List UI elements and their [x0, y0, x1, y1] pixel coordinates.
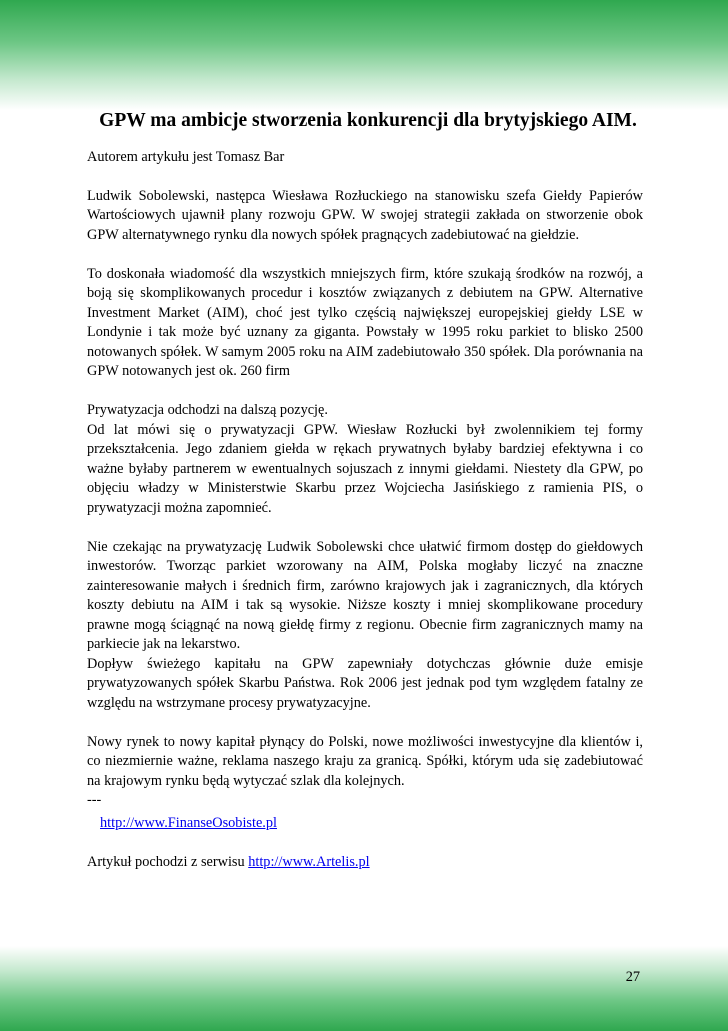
paragraph-capital: Dopływ świeżego kapitału na GPW zapewniały dotychczas głównie duże emisje prywatyzowanych spółek Skarbu Państwa. Rok 2006 jest jednak pod tym względem fatalny ze względu na wstrzymane procesy prywatyzacyjne.	[87, 655, 643, 711]
page-number: 27	[625, 969, 640, 985]
finanse-osobiste-link[interactable]: http://www.FinanseOsobiste.pl	[100, 814, 277, 831]
source-prefix: Artykuł pochodzi z serwisu	[87, 853, 245, 870]
paragraph-new-market: Nowy rynek to nowy kapitał płynący do Polski, nowe możliwości inwestycyjne dla klientów i, co niezmiernie ważne, reklama naszego kraju za granicą. Spółki, którym uda się zadebiutować na krajowym rynku będą wytyczać szlak dla kolejnych.	[87, 733, 643, 789]
artelis-link[interactable]: http://www.Artelis.pl	[248, 853, 370, 870]
header-green-band	[0, 0, 728, 110]
footer-green-band	[0, 946, 728, 1031]
paragraph-intro: Ludwik Sobolewski, następca Wiesława Rozłuckiego na stanowisku szefa Giełdy Papierów Wartościowych ujawnił plany rozwoju GPW. W swojej strategii zakłada on stworzenie obok GPW alternatywnego rynku dla nowych spółek pragnących zadebiutować na giełdzie.	[87, 187, 643, 243]
source-line	[87, 853, 643, 873]
paragraph-investors: Nie czekając na prywatyzację Ludwik Sobolewski chce ułatwić firmom dostęp do giełdowych inwestorów. Tworząc parkiet wzorowany na AIM, Polska mogłaby liczyć na znaczne zainteresowanie małych i średnich firm, zarówno krajowych jak i zagranicznych, dla których koszty debiutu na AIM i tak są wysokie. Niższe koszty i mniej skomplikowane procedury prawne mogą ściągnąć na nową giełdę firmy z regionu. Obecnie firm zagranicznych mamy na parkiecie jak na lekarstwo.	[87, 538, 643, 652]
article-title: GPW ma ambicje stworzenia konkurencji dla brytyjskiego AIM.	[99, 110, 637, 131]
paragraph-aim: To doskonała wiadomość dla wszystkich mniejszych firm, które szukają środków na rozwój, a boją się skomplikowanych procedur i kosztów związanych z debiutem na GPW. Alternative Investment Market (AIM), choć jest tylko częścią największej europejskiej giełdy LSE w Londynie i tak może być uznany za giganta. Powstały w 1995 roku parkiet to blisko 2500 notowanych spółek. W samym 2005 roku na AIM zadebiutowało 350 spółek. Dla porównania na GPW notowanych jest ok. 260 firm	[87, 265, 643, 379]
paragraph-heading-privatization: Prywatyzacja odchodzi na dalszą pozycję.	[87, 402, 328, 418]
author-line: Autorem artykułu jest Tomasz Bar	[87, 149, 285, 165]
separator: ---	[87, 792, 102, 808]
paragraph-privatization: Od lat mówi się o prywatyzacji GPW. Wiesław Rozłucki był zwolennikiem tej formy przekształcenia. Jego zdaniem giełda w rękach prywatnych byłaby bardziej efektywna i co ważne byłaby partnerem w ewentualnych sojuszach z innymi giełdami. Niestety dla GPW, po objęciu władzy w Ministerstwie Skarbu przez Wojciecha Jasińskiego z ramienia PIS, o prywatyzacji można zapomnieć.	[87, 421, 643, 516]
article	[87, 108, 643, 872]
footer-link-row	[100, 814, 643, 834]
